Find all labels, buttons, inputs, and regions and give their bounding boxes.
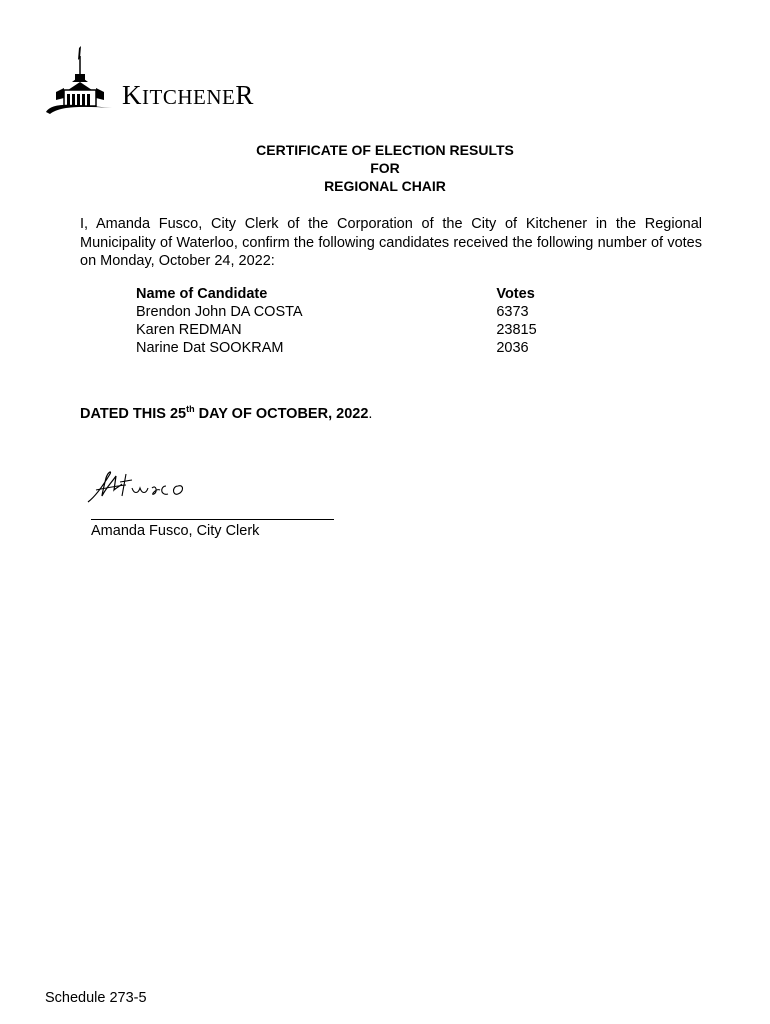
candidate-votes: 2036 <box>496 340 529 356</box>
table-row <box>136 339 576 357</box>
results-table <box>136 285 576 357</box>
candidate-votes: 6373 <box>496 304 529 320</box>
kitchener-logo <box>42 44 254 124</box>
schedule-number: Schedule 273-5 <box>45 990 147 1006</box>
results-header-row <box>136 285 576 303</box>
title-line-3: REGIONAL CHAIR <box>324 178 446 194</box>
header-name-of-candidate: Name of Candidate <box>136 286 268 302</box>
logo-wordmark: KITCHENER <box>122 80 254 110</box>
title-line-1: CERTIFICATE OF ELECTION RESULTS <box>256 142 514 158</box>
candidate-name: Karen REDMAN <box>136 322 242 338</box>
title-line-2: FOR <box>370 160 400 176</box>
table-row <box>136 321 576 339</box>
table-row <box>136 303 576 321</box>
signer-name: Amanda Fusco, City Clerk <box>91 523 260 539</box>
signature-line <box>91 519 334 520</box>
candidate-name: Narine Dat SOOKRAM <box>136 340 284 356</box>
candidate-votes: 23815 <box>496 322 537 338</box>
candidate-name: Brendon John DA COSTA <box>136 304 303 320</box>
header-votes: Votes <box>496 286 535 302</box>
dated-statement: DATED THIS 25th DAY OF OCTOBER, 2022. <box>80 404 373 422</box>
certificate-title <box>0 141 770 195</box>
city-hall-icon <box>42 44 122 124</box>
handwritten-signature <box>86 466 196 506</box>
intro-paragraph: I, Amanda Fusco, City Clerk of the Corporation of the City of Kitchener in the Regional Municipality of Waterloo, confirm the following candidates received the following number of votes on Monday, October 24, 2022: <box>80 216 702 269</box>
